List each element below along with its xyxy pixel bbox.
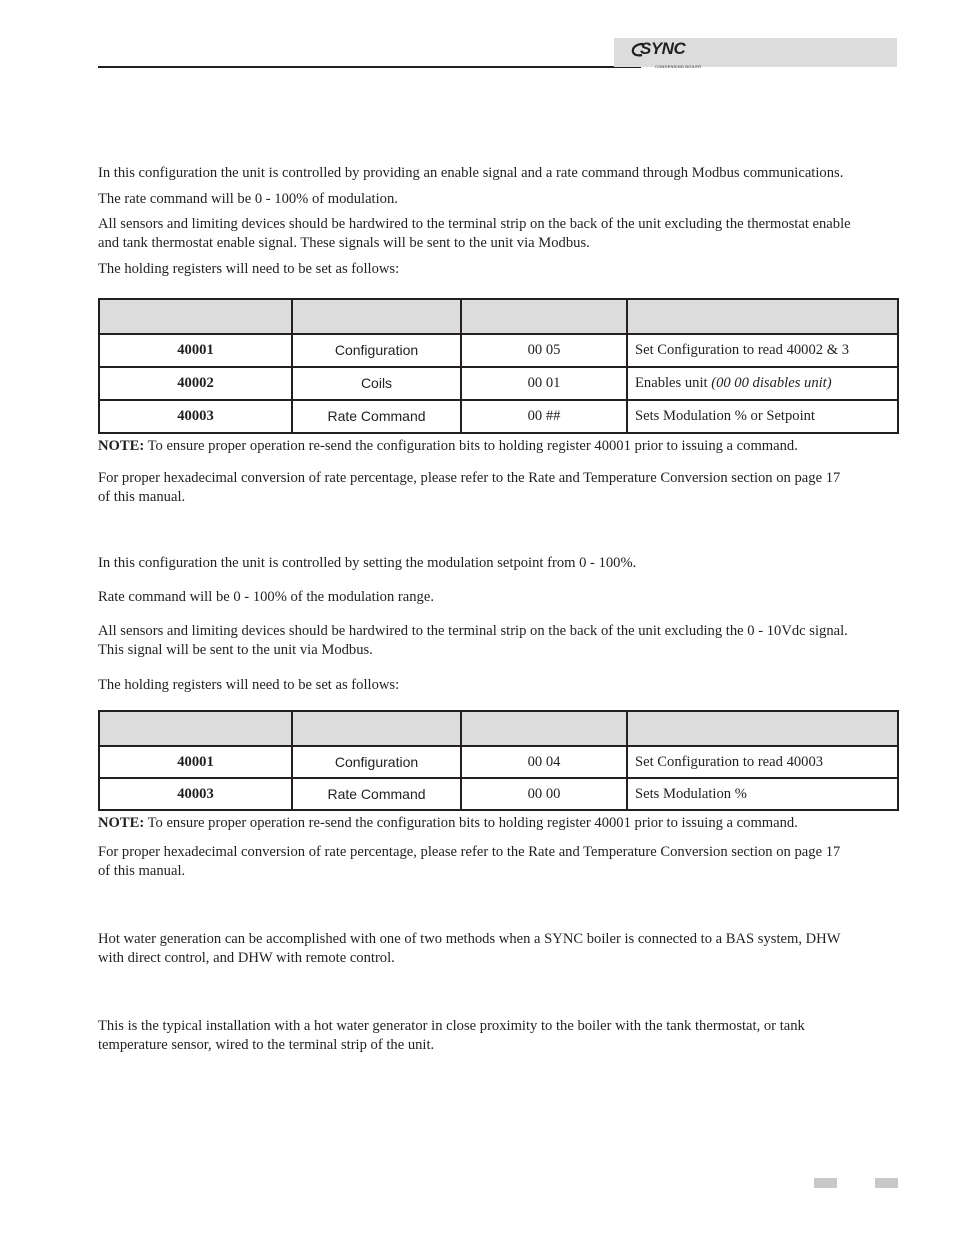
- register-value-cell: 00 ##: [461, 400, 627, 433]
- table-header-cell: [627, 299, 898, 334]
- s2-register-table: [98, 710, 899, 811]
- table-header-cell: [292, 299, 461, 334]
- s4-paragraph-1-line-2: temperature sensor, wired to the terminal strip of the unit.: [98, 1036, 435, 1053]
- register-name-cell: Rate Command: [292, 778, 461, 810]
- s2-paragraph-4: The holding registers will need to be set as follows:: [98, 677, 400, 693]
- header-rule: [98, 66, 641, 68]
- table-row: [99, 778, 898, 810]
- register-cell: 40001: [99, 334, 292, 367]
- register-cell: 40003: [99, 778, 292, 810]
- register-value-cell: 00 00: [461, 778, 627, 810]
- note-text: To ensure proper operation re-send the configuration bits to holding register 40001 prior to issuing a command.: [144, 815, 798, 831]
- register-desc-italic: (00 00 disables unit): [711, 375, 832, 392]
- note-label: NOTE:: [98, 438, 145, 454]
- s1-paragraph-2: The rate command will be 0 - 100% of modulation.: [98, 191, 398, 207]
- s1-paragraph-3-line-2: and tank thermostat enable signal. These signals will be sent to the unit via Modbus.: [98, 234, 590, 251]
- s2-paragraph-3-line-1: All sensors and limiting devices should be hardwired to the terminal strip on the back of the unit excluding the 0 - 10Vdc signal.: [98, 623, 848, 639]
- logo-subtitle: CONDENSING BOILER: [655, 64, 702, 69]
- register-name-cell: Rate Command: [292, 400, 461, 433]
- s3-paragraph-1: [98, 930, 897, 967]
- s2-paragraph-3-line-2: This signal will be sent to the unit via Modbus.: [98, 641, 373, 658]
- s1-paragraph-4: The holding registers will need to be set as follows:: [98, 261, 400, 277]
- register-name-cell: Configuration: [292, 746, 461, 778]
- logo-word: SYNC: [640, 39, 686, 58]
- s1-register-table: [98, 298, 899, 434]
- table-header-row: [99, 299, 898, 334]
- register-cell: 40002: [99, 367, 292, 400]
- register-desc-text: Enables unit: [635, 375, 712, 392]
- register-desc-cell: Set Configuration to read 40003: [627, 746, 898, 778]
- table-header-cell: [99, 299, 292, 334]
- register-name-cell: Coils: [292, 367, 461, 400]
- s1-paragraph-3-line-1: All sensors and limiting devices should be hardwired to the terminal strip on the back of the unit excluding the thermostat enable: [98, 216, 851, 232]
- s2-paragraph-2: Rate command will be 0 - 100% of the modulation range.: [98, 589, 434, 605]
- register-value-cell: 00 01: [461, 367, 627, 400]
- register-name-cell: Configuration: [292, 334, 461, 367]
- register-desc-cell: Sets Modulation % or Setpoint: [627, 400, 898, 433]
- table-header-row: [99, 711, 898, 746]
- register-desc-cell: [627, 367, 898, 400]
- s1-note: [98, 437, 897, 456]
- s2-note: [98, 814, 897, 833]
- table-row: [99, 400, 898, 433]
- s3-paragraph-1-line-2: with direct control, and DHW with remote control.: [98, 949, 395, 966]
- s2-paragraph-1: In this configuration the unit is controlled by setting the modulation setpoint from 0 - 100%.: [98, 555, 637, 571]
- footer-tab-right: [875, 1178, 898, 1188]
- table-header-cell: [292, 711, 461, 746]
- table-row: [99, 367, 898, 400]
- footer-tab-left: [814, 1178, 837, 1188]
- table-header-cell: [461, 711, 627, 746]
- s1-paragraph-1: In this configuration the unit is controlled by providing an enable signal and a rate command through Modbus communications.: [98, 165, 844, 181]
- register-desc-cell: Set Configuration to read 40002 & 3: [627, 334, 898, 367]
- sync-logo: [630, 39, 702, 69]
- s3-paragraph-1-line-1: Hot water generation can be accomplished with one of two methods when a SYNC boiler is connected to a BAS system, DHW: [98, 931, 841, 947]
- register-cell: 40001: [99, 746, 292, 778]
- table-header-cell: [99, 711, 292, 746]
- note-label: NOTE:: [98, 815, 145, 831]
- register-desc-cell: Sets Modulation %: [627, 778, 898, 810]
- s4-paragraph-1: [98, 1017, 897, 1054]
- s2-paragraph-5: [98, 843, 897, 880]
- register-cell: 40003: [99, 400, 292, 433]
- s1-paragraph-3: [98, 215, 897, 252]
- note-text: To ensure proper operation re-send the configuration bits to holding register 40001 prior to issuing a command.: [144, 438, 798, 454]
- s1-paragraph-5-line-2: of this manual.: [98, 488, 186, 505]
- table-header-cell: [461, 299, 627, 334]
- s1-paragraph-5: [98, 469, 897, 506]
- s2-paragraph-5-line-1: For proper hexadecimal conversion of rate percentage, please refer to the Rate and Temperature Conversion section on page 17: [98, 844, 841, 860]
- s2-paragraph-5-line-2: of this manual.: [98, 862, 186, 879]
- s1-paragraph-5-line-1: For proper hexadecimal conversion of rate percentage, please refer to the Rate and Temperature Conversion section on page 17: [98, 470, 841, 486]
- s2-paragraph-3: [98, 622, 897, 659]
- register-value-cell: 00 04: [461, 746, 627, 778]
- table-header-cell: [627, 711, 898, 746]
- register-value-cell: 00 05: [461, 334, 627, 367]
- s4-paragraph-1-line-1: This is the typical installation with a hot water generator in close proximity to the boiler with the tank thermostat, or tank: [98, 1018, 805, 1034]
- table-row: [99, 746, 898, 778]
- table-row: [99, 334, 898, 367]
